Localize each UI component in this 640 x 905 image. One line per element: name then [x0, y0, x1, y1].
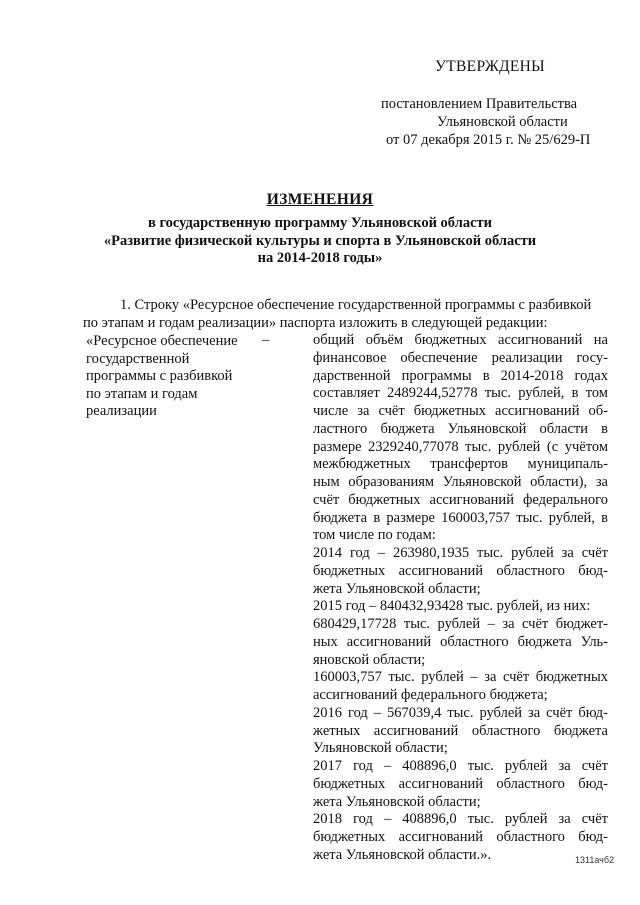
content-line: составляет 2489244,52778 тыс. рублей, в том — [313, 385, 608, 402]
content-line: 160003,757 тыс. рублей – за счёт бюджетных — [313, 669, 608, 686]
intro-paragraph — [83, 296, 601, 332]
content-line: 2015 год – 840432,93428 тыс. рублей, из них: — [313, 598, 591, 615]
row-label — [86, 333, 256, 421]
content-line: размере 2329240,77078 тыс. рублей (с учётом — [313, 438, 608, 455]
content-line: ластного бюджета Ульяновской области в — [313, 420, 608, 437]
content-line: финансовое обеспечение реализации госу- — [313, 349, 608, 366]
content-line: 2018 год – 408896,0 тыс. рублей за счёт — [313, 811, 608, 828]
row-label-line: программы с разбивкой — [86, 368, 233, 385]
content-line: 2017 год – 408896,0 тыс. рублей за счёт — [313, 758, 608, 774]
content-line: бюджетных ассигнований областного бюд- — [313, 562, 608, 579]
approval-heading: УТВЕРЖДЕНЫ — [435, 58, 545, 75]
row-label-line: «Ресурсное обеспечение — [86, 333, 238, 349]
row-label-line: государственной — [86, 350, 190, 367]
content-line: 2016 год – 567039,4 тыс. рублей за счёт бюд- — [313, 704, 608, 721]
content-line: общий объём бюджетных ассигнований на — [313, 332, 608, 348]
content-line: межбюджетных трансфертов муниципаль- — [313, 456, 608, 473]
content-line: 2014 год – 263980,1935 тыс. рублей за счёт — [313, 545, 608, 561]
content-line: 680429,17728 тыс. рублей – за счёт бюджет- — [313, 616, 608, 632]
content-line: жета Ульяновской области; — [313, 793, 481, 810]
content-line: жета Ульяновской области.». — [313, 846, 492, 863]
content-line: том числе по годам: — [313, 527, 436, 544]
content-line: числе за счёт бюджетных ассигнований об- — [313, 403, 608, 419]
content-line: яновской области; — [313, 651, 426, 668]
content-line: ных ассигнований областного бюджета Уль- — [313, 633, 608, 650]
content-line: бюджета в размере 160003,757 тыс. рублей, в — [313, 509, 608, 526]
row-label-line: по этапам и годам — [86, 385, 198, 402]
title-line-3: на 2014-2018 годы» — [257, 250, 383, 266]
intro-line-2: по этапам и годам реализации» паспорта изложить в следующей редакции: — [83, 315, 548, 331]
content-line: бюджетных ассигнований областного бюд- — [313, 775, 608, 792]
content-line: дарственной программы в 2014-2018 годах — [313, 367, 608, 384]
content-line: бюджетных ассигнований областного бюд- — [313, 829, 608, 845]
document-title: ИЗМЕНЕНИЯ — [266, 191, 374, 208]
approval-line-2: Ульяновской области — [437, 114, 568, 130]
content-line: жета Ульяновской области; — [313, 580, 481, 597]
content-line: ным образованиям Ульяновской области), за — [313, 474, 608, 490]
approval-line-3: от 07 декабря 2015 г. № 25/629-П — [386, 132, 591, 148]
separator-dash: – — [262, 332, 270, 348]
approval-line-1: постановлением Правительства — [381, 96, 578, 112]
title-line-2: «Развитие физической культуры и спорта в Ульяновской области — [103, 232, 537, 249]
footer-code: 1311ачб2 — [575, 855, 615, 865]
content-line: Ульяновской области; — [313, 740, 448, 757]
content-line: счёт бюджетных ассигнований федерального — [313, 491, 608, 508]
title-line-1: в государственную программу Ульяновской области — [147, 215, 492, 231]
intro-line-1: 1. Строку «Ресурсное обеспечение государственной программы с разбивкой — [120, 297, 592, 313]
row-content — [313, 332, 608, 865]
content-line: жетных ассигнований областного бюджета — [313, 722, 608, 739]
title-block — [80, 190, 560, 268]
row-label-line: реализации — [86, 403, 157, 420]
content-line: ассигнований федерального бюджета; — [313, 687, 548, 703]
